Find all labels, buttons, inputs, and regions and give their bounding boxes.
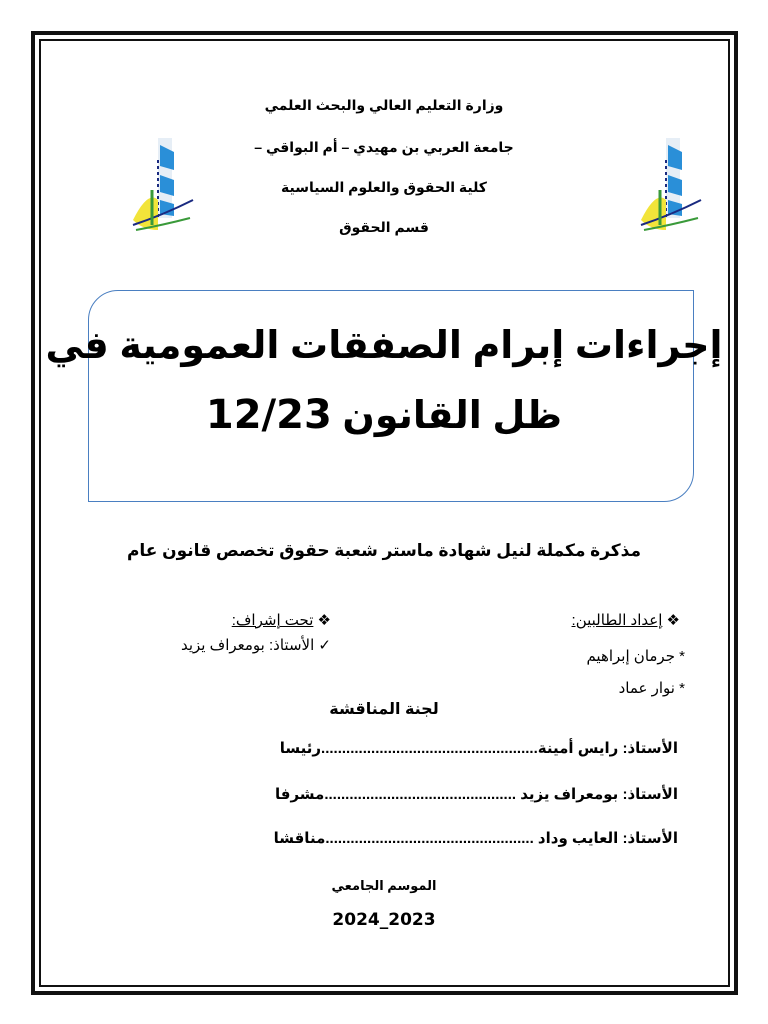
university-name: جامعة العربي بن مهيدي – أم البواقي –: [254, 139, 514, 155]
committee-member: [274, 830, 678, 848]
member-name: الأستاذ: بومعراف يزيد: [520, 786, 678, 803]
thesis-title-line1: إجراءات إبرام الصفقات العمومية في: [45, 325, 723, 367]
students-heading-text: إعداد الطالبين:: [571, 612, 663, 629]
member-name: الأستاذ: العايب وداد: [537, 830, 678, 847]
academic-season-years: 2024_2023: [332, 910, 436, 930]
member-name: الأستاذ: رايس أمينة: [537, 740, 678, 757]
member-role: رئيسا: [279, 740, 322, 757]
committee-member: [275, 786, 678, 804]
supervisor-name: الأستاذ: بومعراف يزيد: [180, 637, 315, 654]
member-dots: ..................................................: [325, 830, 538, 847]
supervision-heading-text: تحت إشراف:: [231, 612, 314, 629]
member-dots: ....................................................: [321, 740, 538, 757]
committee-member: [280, 740, 678, 758]
committee-heading: لجنة المناقشة: [329, 701, 439, 718]
thesis-title-law-text: ظل القانون: [342, 395, 563, 437]
students-heading: ❖ إعداد الطالبين:: [571, 612, 680, 629]
student-name: * جرمان إبراهيم: [586, 648, 685, 665]
thesis-subtitle: مذكرة مكملة لنيل شهادة ماستر شعبة حقوق تخصص قانون عام: [126, 541, 642, 560]
member-role: مشرفا: [274, 786, 325, 803]
faculty-name: كلية الحقوق والعلوم السياسية: [281, 179, 487, 195]
academic-season-label: الموسم الجامعي: [331, 878, 437, 893]
supervision-heading: ❖ تحت إشراف:: [231, 612, 331, 629]
student-name: * نوار عماد: [618, 680, 685, 697]
supervisor-line: ✓ الأستاذ: بومعراف يزيد: [180, 637, 331, 654]
member-role: مناقشا: [273, 830, 326, 847]
department-name: قسم الحقوق: [339, 219, 429, 235]
member-dots: ..............................................: [324, 786, 521, 803]
thesis-title-line2: [0, 392, 768, 439]
ministry-name: وزارة التعليم العالي والبحث العلمي: [264, 97, 504, 113]
law-number: 12/23: [205, 392, 332, 438]
